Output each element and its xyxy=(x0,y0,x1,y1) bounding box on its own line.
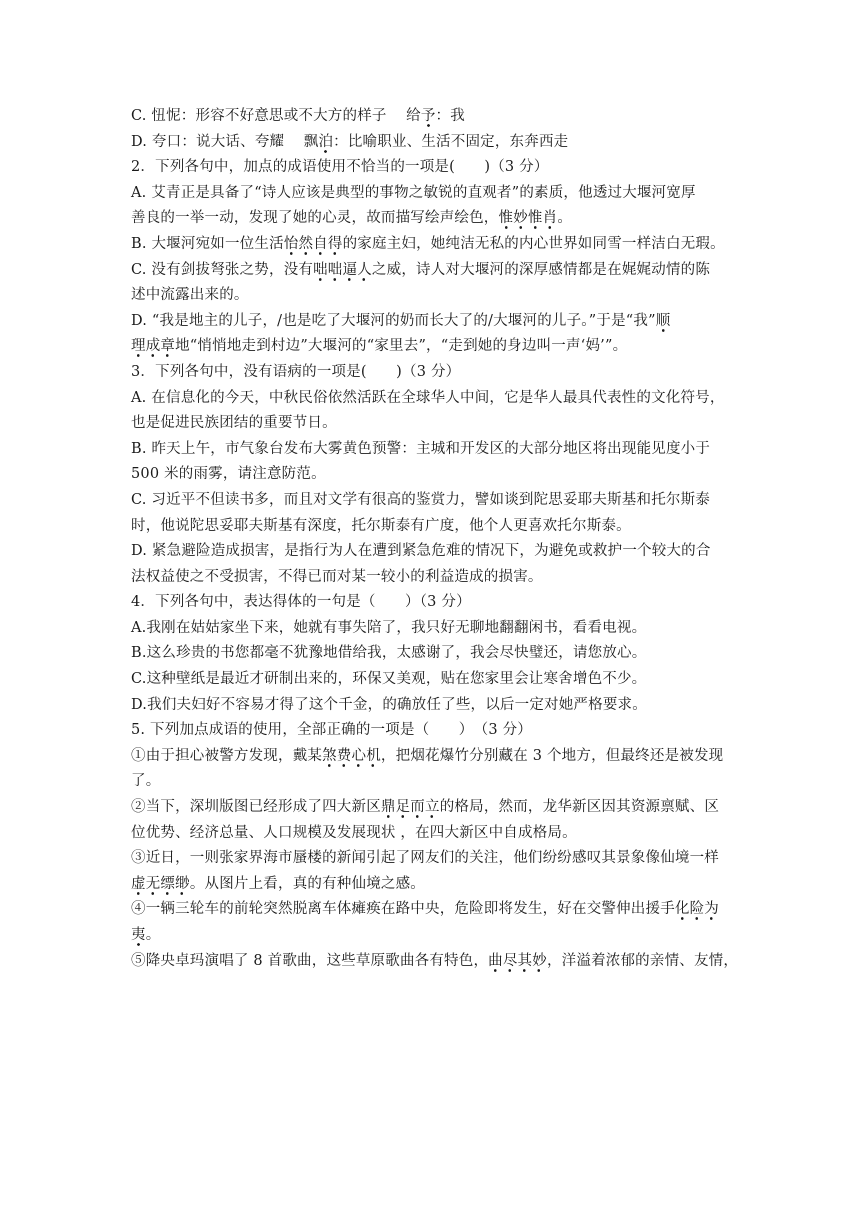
emphasized-idiom: 顺 xyxy=(656,313,671,333)
text-line xyxy=(131,667,731,693)
emphasized-idiom: 理成章 xyxy=(131,338,175,358)
emphasized-idiom: 怡然自得 xyxy=(284,236,343,256)
text-segment: 的格局，然而，龙华新区因其资源禀赋、区 xyxy=(439,799,720,816)
text-segment: B.这么珍贵的书您都毫不犹豫地借给我，太感谢了，我会尽快璧还，请您放心。 xyxy=(131,645,647,662)
text-segment: ⑤降央卓玛演唱了 8 首歌曲，这些草原歌曲各有特色， xyxy=(131,952,489,969)
text-line xyxy=(131,693,731,719)
text-line xyxy=(131,232,731,258)
text-segment: 2．下列各句中，加点的成语使用不恰当的一项是( )（3 分） xyxy=(131,159,549,176)
emphasized-idiom: 虚无缥缈 xyxy=(131,876,190,896)
text-line xyxy=(131,514,731,540)
text-line xyxy=(131,155,731,181)
text-segment: 善良的一举一动，发现了她的心灵，故而描写绘声绘色， xyxy=(131,210,499,227)
text-line xyxy=(131,616,731,642)
text-segment: ②当下，深圳版图已经形成了四大新区 xyxy=(131,799,381,816)
document-page xyxy=(131,104,739,974)
text-line xyxy=(131,283,731,309)
text-line xyxy=(131,769,731,795)
text-line xyxy=(131,181,731,207)
text-line xyxy=(131,488,731,514)
emphasized-idiom: 泊 xyxy=(318,134,333,154)
text-segment: C. 没有剑拔弩张之势，没有 xyxy=(131,261,314,278)
text-line xyxy=(131,641,731,667)
text-line xyxy=(131,411,731,437)
emphasized-idiom: 咄咄逼人 xyxy=(313,262,372,282)
text-line xyxy=(131,718,731,744)
text-segment: 也是促进民族团结的重要节日。 xyxy=(131,415,337,432)
emphasized-idiom: 惟妙惟肖 xyxy=(499,210,558,230)
text-segment: D. 紧急避险造成损害，是指行为人在遭到紧急危难的情况下，为避免或救护一个较大的合 xyxy=(131,543,711,560)
emphasized-idiom: 夷 xyxy=(131,927,146,947)
text-segment: 位优势、经济总量、人口规模及发展现状 ，在四大新区中自成格局。 xyxy=(131,824,577,841)
text-segment: ④一辆三轮车的前轮突然脱离车体瘫痪在路中央，危险即将发生，好在交警伸出援手 xyxy=(131,901,675,918)
text-line xyxy=(131,795,731,821)
text-line xyxy=(131,258,731,284)
text-line xyxy=(131,539,731,565)
emphasized-idiom: 予 xyxy=(421,108,436,128)
text-segment: A. 艾青正是具备了“诗人应该是典型的事物之敏锐的直观者”的素质，他透过大堰河宽厚 xyxy=(131,184,696,201)
text-line xyxy=(131,590,731,616)
text-line xyxy=(131,923,731,949)
text-line xyxy=(131,462,731,488)
text-line xyxy=(131,949,739,975)
text-segment: D. “我是地主的儿子，/也是吃了大堰河的奶而长大了的/大堰河的儿子。”于是“我” xyxy=(131,312,656,329)
emphasized-idiom: 煞费心机 xyxy=(322,748,381,768)
text-line xyxy=(131,821,731,847)
text-line xyxy=(131,846,731,872)
text-line xyxy=(131,130,731,156)
text-segment: C. 习近平不但读书多，而且对文学有很高的鉴赏力，譬如谈到陀思妥耶夫斯基和托尔斯泰 xyxy=(131,491,710,508)
text-segment: B. 大堰河宛如一位生活 xyxy=(131,235,284,252)
text-segment: C. 忸怩：形容不好意思或不大方的样子 给 xyxy=(131,108,421,124)
text-segment: D.我们夫妇好不容易才得了这个千金，的确放任了些，以后一定对她严格要求。 xyxy=(131,696,647,713)
text-line xyxy=(131,309,731,335)
text-line xyxy=(131,334,731,360)
text-line xyxy=(131,897,731,923)
text-segment: 地“悄悄地走到村边”大堰河的“家里去”，“走到她的身边叫一声‘妈’”。 xyxy=(175,338,628,355)
text-segment: 法权益使之不受损害，不得已而对某一较小的利益造成的损害。 xyxy=(131,568,543,585)
text-segment: 的家庭主妇，她纯洁无私的内心世界如同雪一样洁白无瑕。 xyxy=(342,235,725,252)
text-segment: 之威，诗人对大堰河的深厚感情都是在娓娓动情的陈 xyxy=(371,261,711,278)
text-segment: ①由于担心被警方发现，戴某 xyxy=(131,747,323,764)
text-segment: ：我 xyxy=(435,108,465,124)
text-line xyxy=(131,565,731,591)
text-segment: 述中流露出来的。 xyxy=(131,287,249,304)
text-segment: 。 xyxy=(557,210,573,227)
text-segment: A.我刚在姑姑家坐下来，她就有事失陪了，我只好无聊地翻翻闲书，看看电视。 xyxy=(131,619,647,636)
text-segment: ，洋溢着浓郁的亲情、友情， xyxy=(546,952,739,969)
text-line xyxy=(131,386,731,412)
text-line xyxy=(131,744,731,770)
text-segment: 4．下列各句中，表达得体的一句是（ ）（3 分） xyxy=(131,594,471,611)
text-segment: 时，他说陀思妥耶夫斯基有深度，托尔斯泰有广度，他个人更喜欢托尔斯泰。 xyxy=(131,517,631,534)
text-segment: 了。 xyxy=(131,773,161,790)
text-segment: 。 xyxy=(145,927,161,943)
text-line xyxy=(131,872,731,898)
text-segment: ：比喻职业、生活不固定，东奔西走 xyxy=(333,133,569,150)
text-line xyxy=(131,206,731,232)
text-segment: B. 昨天上午，市气象台发布大雾黄色预警：主城和开发区的大部分地区将出现能见度小于 xyxy=(131,440,711,457)
text-segment: ③近日，一则张家界海市蜃楼的新闻引起了网友们的关注，他们纷纷感叹其景象像仙境一样 xyxy=(131,850,719,867)
text-segment: 500 米的雨雾，请注意防范。 xyxy=(131,466,326,483)
text-segment: A. 在信息化的今天，中秋民俗依然活跃在全球华人中间，它是华人最具代表性的文化符号， xyxy=(131,389,725,406)
text-line xyxy=(131,437,731,463)
emphasized-idiom: 曲尽其妙 xyxy=(488,953,547,973)
text-segment: D. 夸口：说大话、夸耀 飘 xyxy=(131,133,319,150)
text-line xyxy=(131,360,731,386)
text-segment: 5. 下列加点成语的使用，全部正确的一项是（ ） （3 分） xyxy=(131,722,532,739)
text-segment: ，把烟花爆竹分别藏在 3 个地方，但最终还是被发现 xyxy=(380,747,724,764)
emphasized-idiom: 鼎足而立 xyxy=(381,799,440,819)
text-segment: 3．下列各句中，没有语病的一项是( )（3 分） xyxy=(131,363,461,380)
emphasized-idiom: 化险为 xyxy=(675,901,719,921)
text-segment: C.这种壁纸是最近才研制出来的，环保又美观，贴在您家里会让寒舍增色不少。 xyxy=(131,671,647,688)
text-line xyxy=(131,104,731,130)
text-segment: 。从图片上看，真的有种仙境之感。 xyxy=(189,875,426,892)
